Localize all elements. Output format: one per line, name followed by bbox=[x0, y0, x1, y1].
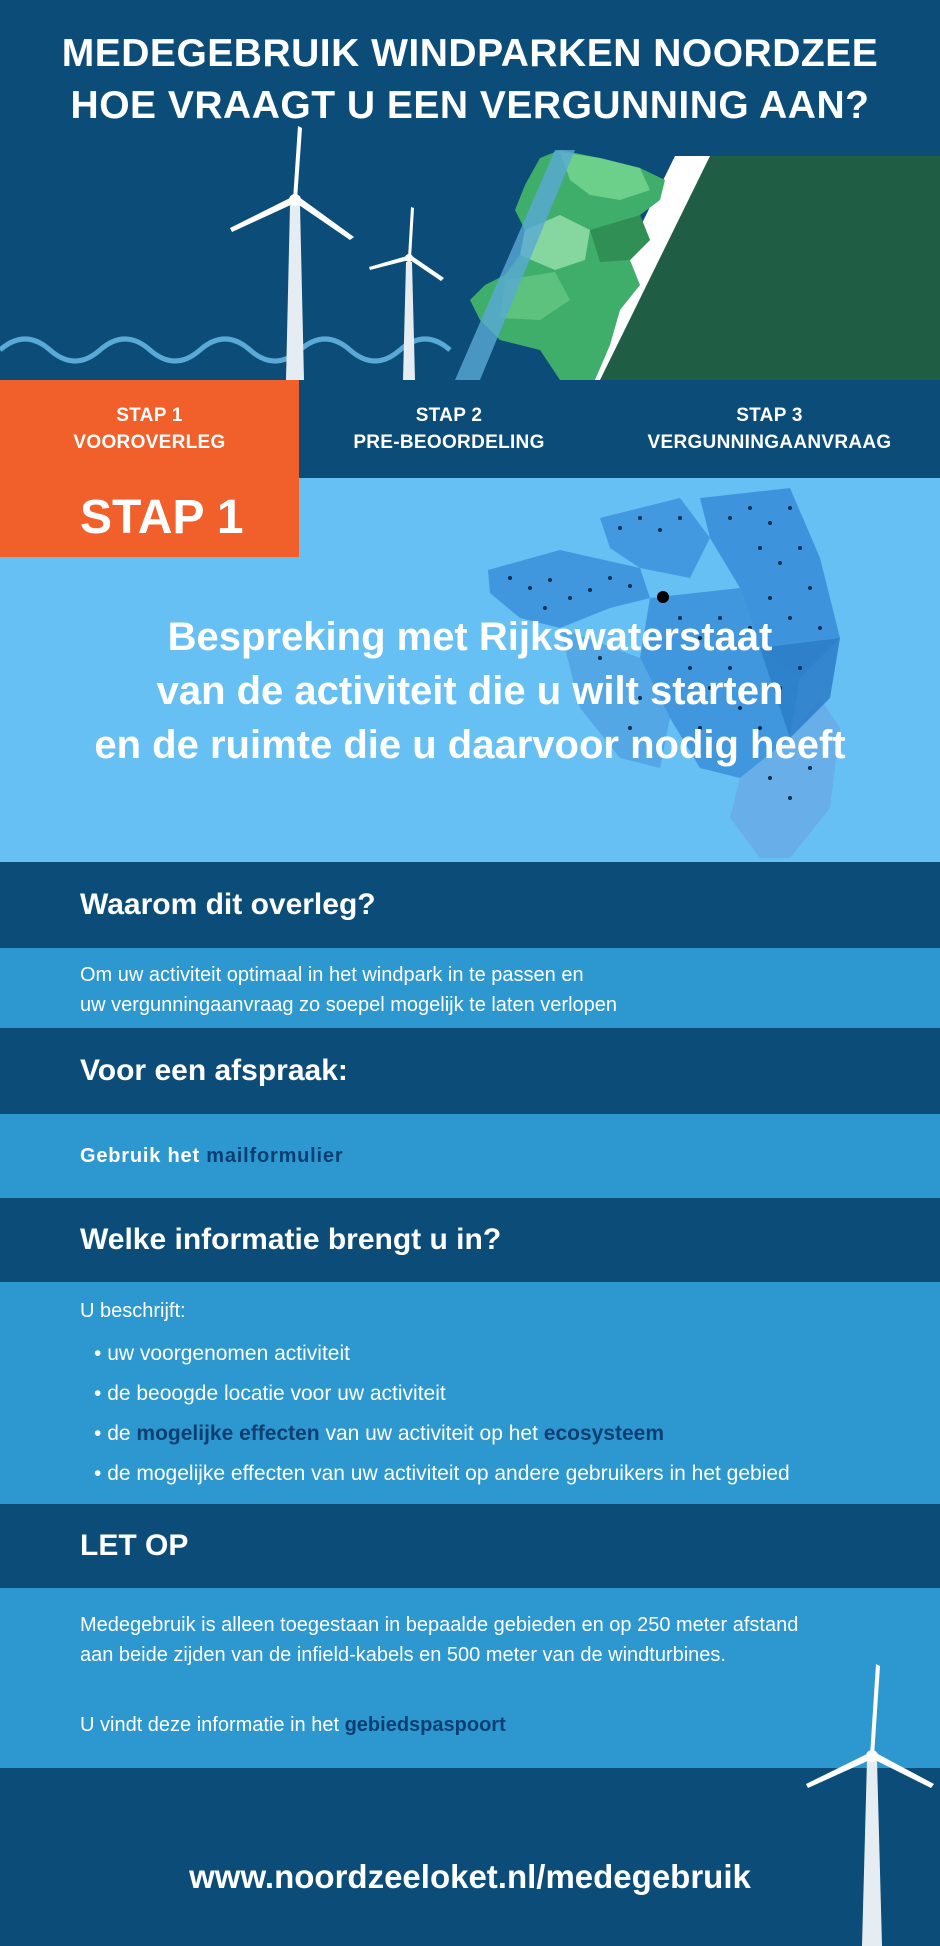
tab-label-number: STAP 3 bbox=[736, 405, 803, 426]
tab-label-number: STAP 1 bbox=[116, 405, 183, 426]
section-afspraak-heading bbox=[0, 1028, 940, 1114]
location-marker bbox=[657, 591, 669, 603]
body-line: uw vergunningaanvraag zo soepel mogelijk te laten verlopen bbox=[80, 994, 618, 1016]
hero-text bbox=[0, 610, 940, 772]
section-heading-text: LET OP bbox=[80, 1529, 189, 1562]
body-line: U vindt deze informatie in het gebiedspaspoort bbox=[80, 1714, 506, 1736]
body-line: aan beide zijden van de infield-kabels en 500 meter van de windturbines. bbox=[80, 1644, 726, 1666]
tab-label-title: PRE-BEOORDELING bbox=[353, 432, 545, 453]
list-item: • de mogelijke effecten van uw activiteit op het ecosysteem bbox=[94, 1414, 940, 1454]
title-line-1: MEDEGEBRUIK WINDPARKEN NOORDZEE bbox=[61, 32, 879, 75]
wind-turbine-small bbox=[369, 207, 444, 380]
section-waarom-heading bbox=[0, 862, 940, 948]
list-item: • de mogelijke effecten van uw activiteit op andere gebruikers in het gebied bbox=[94, 1454, 940, 1494]
step-badge: STAP 1 bbox=[0, 478, 299, 557]
section-heading-text: Welke informatie brengt u in? bbox=[80, 1223, 502, 1256]
tab-label-title: VERGUNNINGAANVRAAG bbox=[647, 432, 892, 453]
body-line: Medegebruik is alleen toegestaan in bepaalde gebieden en op 250 meter afstand bbox=[80, 1614, 799, 1636]
tab-stap-2[interactable] bbox=[299, 380, 599, 478]
wind-turbine-footer bbox=[800, 1660, 940, 1946]
afspraak-text: Gebruik het bbox=[80, 1145, 200, 1167]
section-heading-text: Voor een afspraak: bbox=[80, 1054, 348, 1087]
gebiedspaspoort-link[interactable]: gebiedspaspoort bbox=[344, 1714, 506, 1736]
informatie-intro: U beschrijft: bbox=[80, 1300, 186, 1322]
hero-line-2: van de activiteit die u wilt starten bbox=[156, 669, 784, 713]
ecosysteem-link[interactable]: ecosysteem bbox=[543, 1422, 665, 1445]
sea-wave bbox=[0, 339, 450, 361]
title-line-2: HOE VRAAGT U EEN VERGUNNING AAN? bbox=[70, 84, 870, 127]
body-line: Om uw activiteit optimaal in het windpark in te passen en bbox=[80, 964, 584, 986]
footer-url-link[interactable]: www.noordzeeloket.nl/medegebruik bbox=[189, 1858, 751, 1895]
header-banner bbox=[0, 0, 940, 380]
tab-label-number: STAP 2 bbox=[415, 405, 483, 426]
tab-stap-3[interactable] bbox=[599, 380, 940, 478]
mailformulier-link[interactable]: mailformulier bbox=[206, 1145, 344, 1167]
step-tabs bbox=[0, 380, 940, 478]
mogelijke-effecten-link[interactable]: mogelijke effecten bbox=[136, 1422, 320, 1445]
section-letop-body bbox=[0, 1588, 940, 1768]
hero-line-1: Bespreking met Rijkswaterstaat bbox=[167, 615, 773, 659]
list-item: • de beoogde locatie voor uw activiteit bbox=[94, 1374, 940, 1414]
section-afspraak-body bbox=[0, 1114, 940, 1198]
page-title bbox=[0, 28, 940, 132]
section-informatie-body bbox=[0, 1282, 940, 1504]
informatie-list bbox=[80, 1334, 940, 1494]
section-letop-heading bbox=[0, 1504, 940, 1588]
footer bbox=[0, 1768, 940, 1946]
list-item: • uw voorgenomen activiteit bbox=[94, 1334, 940, 1374]
tab-label-title: VOOROVERLEG bbox=[73, 432, 226, 453]
section-informatie-heading bbox=[0, 1198, 940, 1282]
tab-stap-1[interactable] bbox=[0, 380, 299, 478]
section-waarom-body bbox=[0, 948, 940, 1028]
hero-line-3: en de ruimte die u daarvoor nodig heeft bbox=[94, 723, 846, 767]
section-heading-text: Waarom dit overleg? bbox=[80, 888, 376, 921]
